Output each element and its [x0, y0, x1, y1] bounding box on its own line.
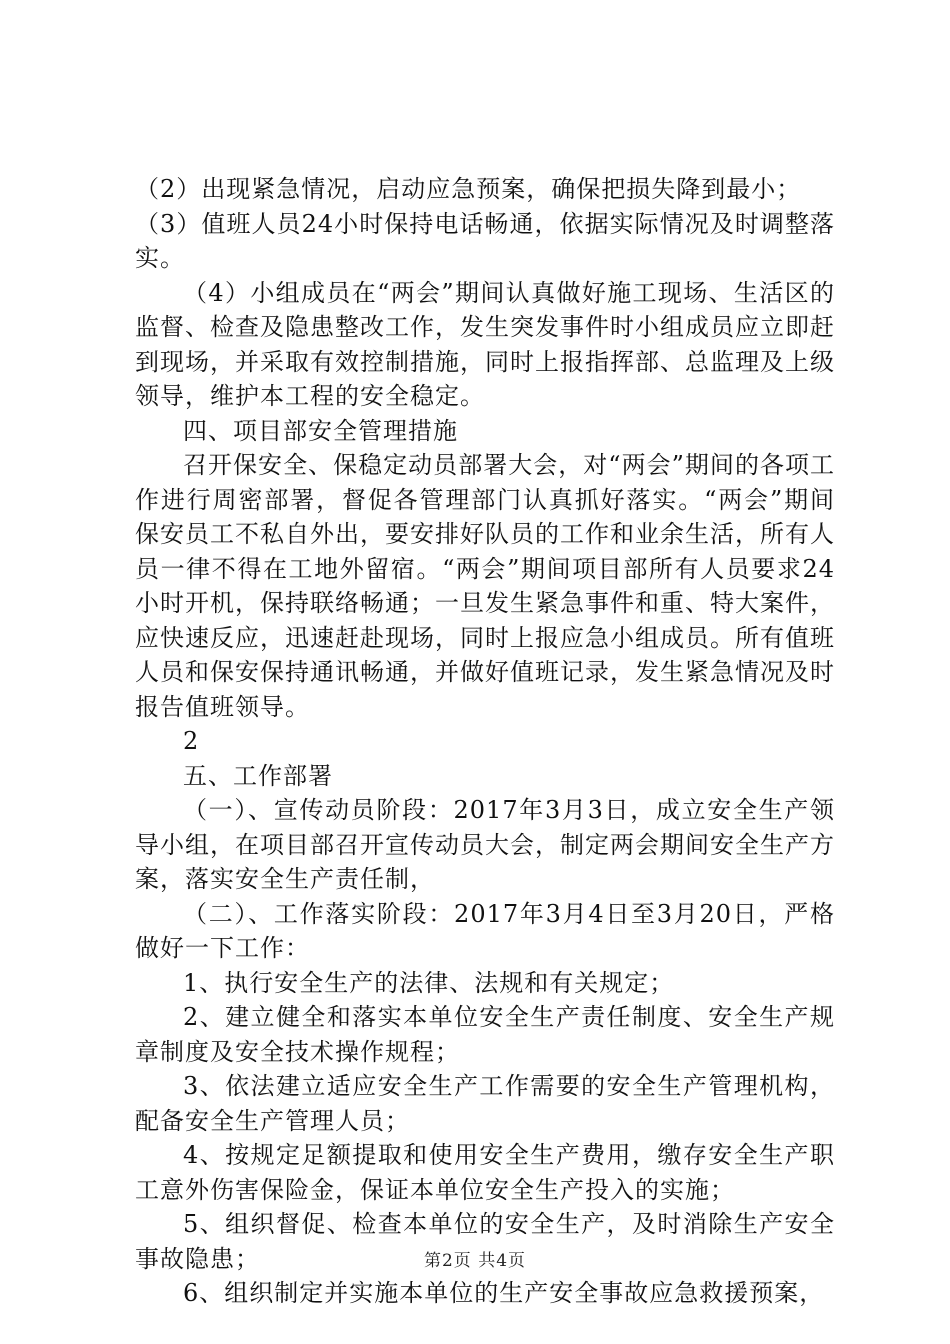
section-heading-5: 五、工作部署: [183, 761, 333, 790]
section-heading-4: 四、项目部安全管理措施: [183, 416, 458, 445]
list-item: 3、依法建立适应安全生产工作需要的安全生产管理机构，配备安全生产管理人员；: [135, 1072, 835, 1135]
list-item: 4、按规定足额提取和使用安全生产费用，缴存安全生产职工意外伤害保险金，保证本单位安全生产投入的实施；: [135, 1141, 835, 1204]
inline-page-number: 2: [183, 727, 200, 755]
paragraph-item-4: （4）小组成员在“两会”期间认真做好施工现场、生活区的监督、检查及隐患整改工作，发生突发事件时小组成员应立即赶到现场，并采取有效控制措施，同时上报指挥部、总监理及上级领导，维护本工程的安全稳定。: [135, 278, 835, 410]
stage-two-paragraph: （二）、工作落实阶段：2017年3月4日至3月20日，严格做好一下工作：: [135, 899, 835, 962]
list-item: 5、组织督促、检查本单位的安全生产，及时消除生产安全事故隐患；: [135, 1210, 835, 1273]
document-body: [135, 172, 835, 1311]
stage-one-paragraph: （一）、宣传动员阶段：2017年3月3日，成立安全生产领导小组，在项目部召开宣传动员大会，制定两会期间安全生产方案，落实安全生产责任制，: [135, 796, 835, 893]
paragraph-item-3: （3）值班人员24小时保持电话畅通，依据实际情况及时调整落实。: [135, 209, 835, 272]
paragraph-item-2: （2）出现紧急情况，启动应急预案，确保把损失降到最小；: [135, 175, 802, 203]
list-item: 2、建立健全和落实本单位安全生产责任制度、安全生产规章制度及安全技术操作规程；: [135, 1003, 835, 1066]
page-footer: 第2页 共4页: [423, 1251, 527, 1271]
list-item: 1、执行安全生产的法律、法规和有关规定；: [183, 968, 675, 997]
list-item: 6、组织制定并实施本单位的生产安全事故应急救援预案，: [183, 1279, 825, 1307]
paragraph-safety-measures: 召开保安全、保稳定动员部署大会，对“两会”期间的各项工作进行周密部署，督促各管理部门认真抓好落实。“两会”期间保安员工不私自外出，要安排好队员的工作和业余生活，所有人员一律不得在工地外留宿。“两会”期间项目部所有人员要求24小时开机，保持联络畅通；一旦发生紧急事件和重、特大案件，应快速反应，迅速赶赴现场，同时上报应急小组成员。所有值班人员和保安保持通讯畅通，并做好值班记录，发生紧急情况及时报告值班领导。: [135, 451, 835, 721]
